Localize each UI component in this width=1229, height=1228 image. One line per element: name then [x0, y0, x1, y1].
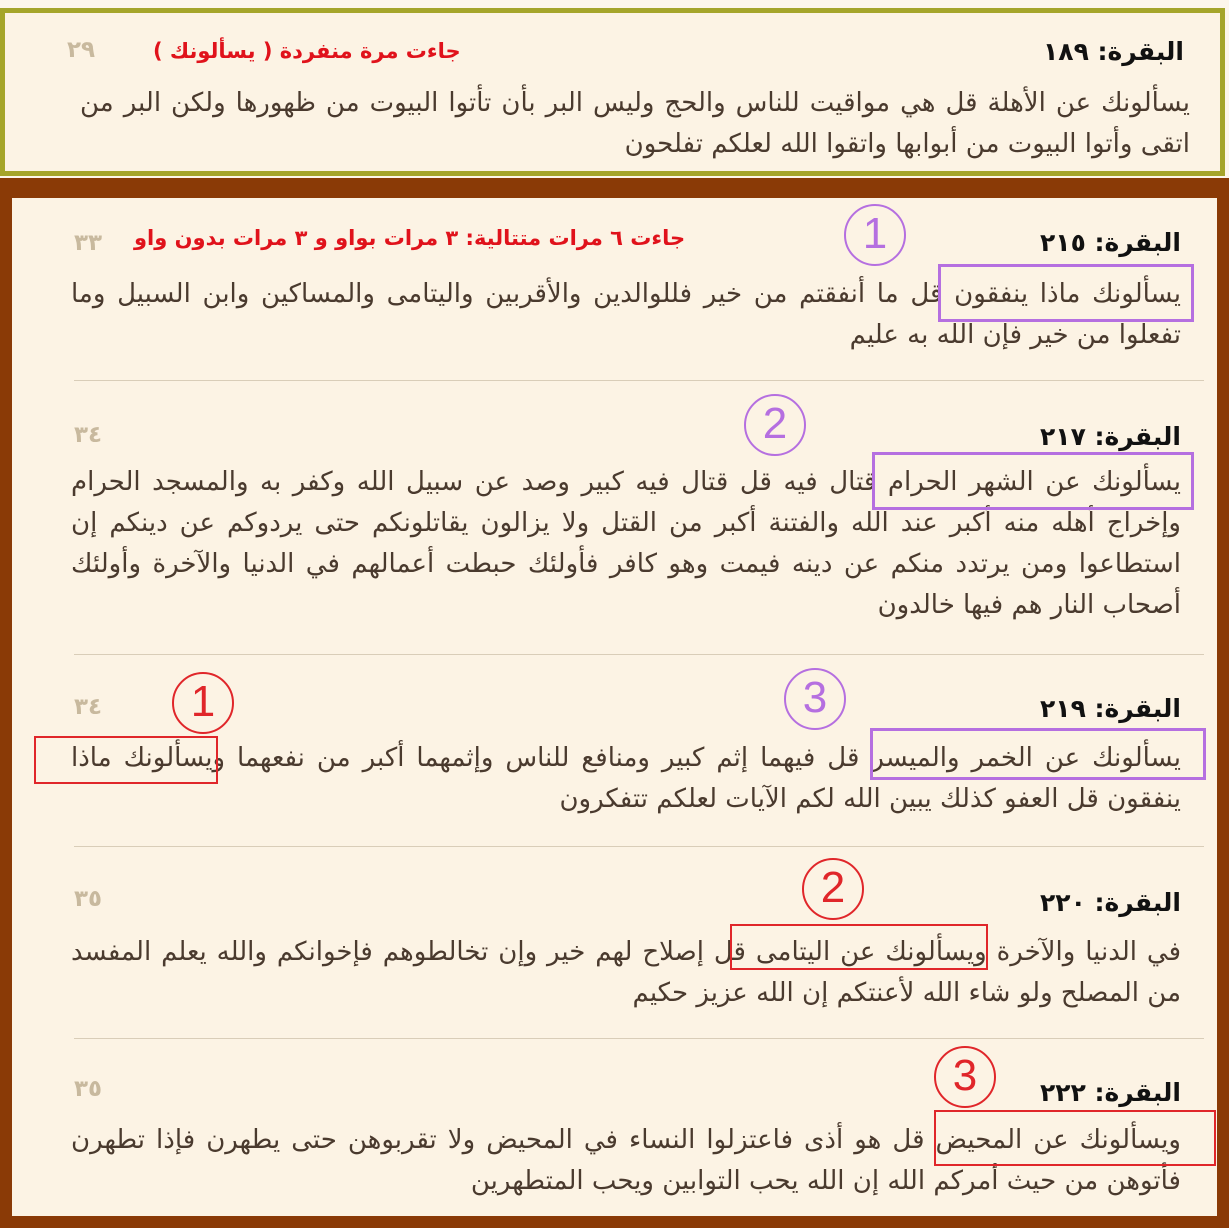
page-number: ٣٥	[74, 1076, 103, 1102]
verse-text: يسألونك عن الشهر الحرام قتال فيه قل قتال فيه كبير وصد عن سبيل الله وكفر به والمسجد الحرام وإخراج أهله منه أكبر عند الله والفتنة أكبر من القتل ولا يزالون يقاتلونكم حتى يردوكم عن دينكم إن استطاعوا ومن يرتدد منكم عن دينه فيمت وهو كافر فأولئك حبطت أعمالهم في الدنيا والآخرة وأولئك أصحاب النار هم فيها خالدون	[71, 467, 1181, 620]
divider	[74, 380, 1204, 381]
page-number: ٣٥	[74, 886, 103, 912]
verse-reference: البقرة: ١٨٩	[1043, 37, 1184, 66]
sequence-note: جاءت ٦ مرات متتالية: ٣ مرات بواو و ٣ مرات بدون واو	[134, 226, 686, 250]
page-number: ٢٩	[67, 37, 96, 63]
highlight-box-purple-2	[872, 452, 1194, 510]
verse-text: يسألونك ماذا ينفقون قل ما أنفقتم من خير فللوالدين والأقربين واليتامى والمساكين وابن السبيل وما تفعلوا من خير فإن الله به عليم	[71, 279, 1181, 350]
marker-red-1: 1	[172, 672, 234, 734]
marker-red-2: 2	[802, 858, 864, 920]
verse-reference: البقرة: ٢٢٠	[1040, 888, 1181, 917]
verse-text: ويسألونك عن المحيض قل هو أذى فاعتزلوا النساء في المحيض ولا تقربوهن حتى يطهرن فإذا تطهرن فأتوهن من حيث أمركم الله إن الله يحب التوابين ويحب المتطهرين	[71, 1125, 1181, 1196]
sequence-frame	[0, 178, 1229, 1228]
page-number: ٣٤	[74, 694, 103, 720]
marker-purple-3: 3	[784, 668, 846, 730]
highlight-box-red-2	[730, 924, 988, 970]
marker-purple-1: 1	[844, 204, 906, 266]
verse-reference: البقرة: ٢٢٢	[1040, 1078, 1181, 1107]
verse-text: في الدنيا والآخرة ويسألونك عن اليتامى قل إصلاح لهم خير وإن تخالطوهم فإخوانكم والله يعلم المفسد من المصلح ولو شاء الله لأعنتكم إن الله عزيز حكيم	[71, 937, 1181, 1008]
verse-reference: البقرة: ٢١٧	[1040, 422, 1181, 451]
marker-purple-2: 2	[744, 394, 806, 456]
highlight-box-red-1	[34, 736, 218, 784]
highlight-box-purple-1	[938, 264, 1194, 322]
highlight-box-red-3	[934, 1110, 1216, 1166]
marker-red-3: 3	[934, 1046, 996, 1108]
occurrence-note: جاءت مرة منفردة ( يسألونك )	[153, 39, 461, 63]
divider	[74, 846, 1204, 847]
page-number: ٣٤	[74, 422, 103, 448]
verse-reference: البقرة: ٢١٩	[1040, 694, 1181, 723]
verse-text: يسألونك عن الخمر والميسر قل فيهما إثم كبير ومنافع للناس وإثمهما أكبر من نفعهما ويسألونك ماذا ينفقون قل العفو كذلك يبين الله لكم الآيات لعلكم تتفكرون	[71, 743, 1181, 814]
page-number: ٣٣	[74, 230, 103, 256]
verse-text: يسألونك عن الأهلة قل هي مواقيت للناس والحج وليس البر بأن تأتوا البيوت من ظهورها ولكن البر من اتقى وأتوا البيوت من أبوابها واتقوا الله لعلكم تفلحون	[80, 88, 1190, 159]
highlight-box-purple-3	[870, 728, 1206, 780]
verse-reference: البقرة: ٢١٥	[1040, 228, 1181, 257]
divider	[74, 1038, 1204, 1039]
single-occurrence-box	[0, 8, 1225, 176]
divider	[74, 654, 1204, 655]
